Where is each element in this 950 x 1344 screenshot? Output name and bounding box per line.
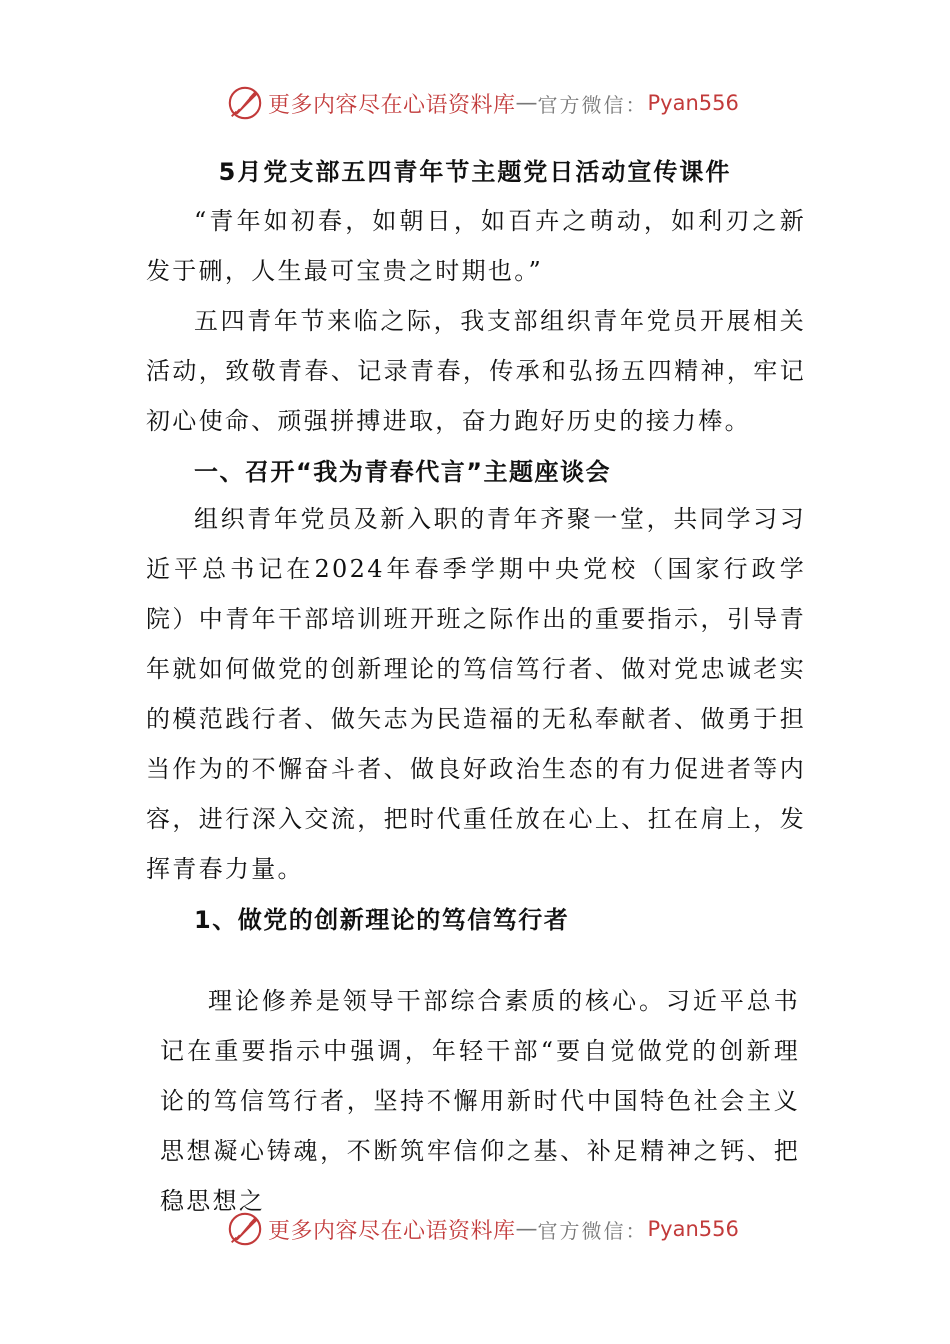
banner-wechat-id: Pyan556 [647, 91, 739, 115]
quote-paragraph: “青年如初春，如朝日，如百卉之萌动，如利刃之新发于硎，人生最可宝贵之时期也。” [146, 207, 806, 285]
banner-official-label: 官方微信： [537, 1218, 648, 1243]
banner-official-label: 官方微信： [537, 92, 648, 117]
subsection-1-paragraph: 理论修养是领导干部综合素质的核心。习近平总书记在重要指示中强调，年轻干部“要自觉做党的创新理论的笃信笃行者，坚持不懈用新时代中国特色社会主义思想凝心铸魂，不断筑牢信仰之基、补足精神之钙、把稳思想之 [160, 987, 800, 1215]
banner-wechat-id: Pyan556 [647, 1217, 739, 1241]
feather-pen-logo-icon [226, 1210, 264, 1248]
subsection-1-heading: 1、做党的创新理论的笃信笃行者 [194, 906, 570, 934]
section-1-heading: 一、召开“我为青春代言”主题座谈会 [194, 458, 612, 486]
footer-banner [226, 1208, 746, 1250]
document-title: 5月党支部五四青年节主题党日活动宣传课件 [218, 158, 732, 186]
feather-pen-logo-icon [226, 84, 264, 122]
intro-paragraph: 五四青年节来临之际，我支部组织青年党员开展相关活动，致敬青春、记录青春，传承和弘扬五四精神，牢记初心使命、顽强拼搏进取，奋力跑好历史的接力棒。 [146, 307, 806, 435]
banner-brand-text: 更多内容尽在心语资料库 [268, 92, 516, 118]
section-1-paragraph: 组织青年党员及新入职的青年齐聚一堂，共同学习习近平总书记在2024年春季学期中央党校（国家行政学院）中青年干部培训班开班之际作出的重要指示，引导青年就如何做党的创新理论的笃信笃行者、做对党忠诚老实的模范践行者、做矢志为民造福的无私奉献者、做勇于担当作为的不懈奋斗者、做良好政治生态的有力促进者等内容，进行深入交流，把时代重任放在心上、扛在肩上，发挥青春力量。 [146, 505, 806, 883]
banner-dash: — [515, 90, 538, 116]
banner-dash: — [515, 1216, 538, 1242]
header-banner [226, 82, 746, 124]
banner-brand-text: 更多内容尽在心语资料库 [268, 1218, 516, 1244]
